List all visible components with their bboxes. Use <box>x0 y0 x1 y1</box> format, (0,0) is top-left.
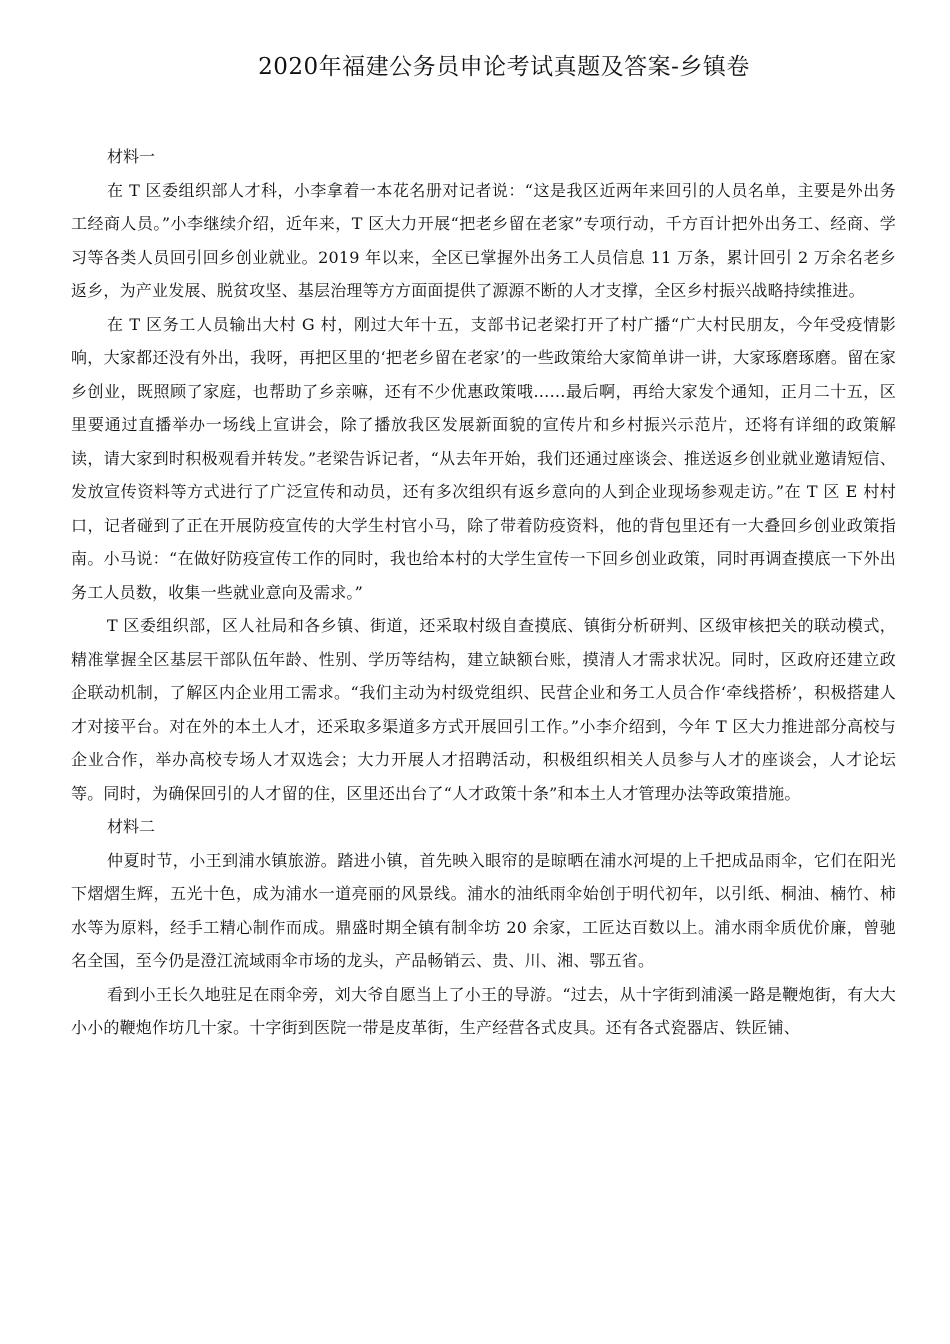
paragraph: 仲夏时节，小王到浦水镇旅游。踏进小镇，首先映入眼帘的是晾晒在浦水河堤的上千把成品雨伞，它们在阳光下熠熠生辉，五光十色，成为浦水一道亮丽的风景线。浦水的油纸雨伞始创于明代初年，以引纸、桐油、楠竹、柿水等为原料，经手工精心制作而成。鼎盛时期全镇有制伞坊 20 余家，工匠达百数以上。浦水雨伞质优价廉，曾驰名全国，至今仍是澄江流域雨伞市场的龙头，产品畅销云、贵、川、湘、鄂五省。 <box>71 850 896 970</box>
document-body <box>71 140 896 1045</box>
paragraph: 看到小王长久地驻足在雨伞旁，刘大爷自愿当上了小王的导游。“过去，从十字街到浦溪一路是鞭炮街，有大大小小的鞭炮作坊几十家。十字街到医院一带是皮革街，生产经营各式皮具。还有各式瓷器店、铁匠铺、 <box>71 984 896 1037</box>
section-heading-material-1: 材料一 <box>107 147 156 166</box>
paragraph: T 区委组织部，区人社局和各乡镇、街道，还采取村级自查摸底、镇街分析研判、区级审核把关的联动模式，精准掌握全区基层干部队伍年龄、性别、学历等结构，建立缺额台账，摸清人才需求状况。同时，区政府还建立政企联动机制，了解区内企业用工需求。“我们主动为村级党组织、民营企业和务工人员合作‘牵线搭桥’，积极搭建人才对接平台。对在外的本土人才，还采取多渠道多方式开展回引工作。”小李介绍到，今年 T 区大力推进部分高校与企业合作，举办高校专场人才双选会；大力开展人才招聘活动，积极组织相关人员参与人才的座谈会，人才论坛等。同时，为确保回引的人才留的住，区里还出台了“人才政策十条”和本土人才管理办法等政策措施。 <box>71 616 896 803</box>
paragraph: 在 T 区委组织部人才科，小李拿着一本花名册对记者说：“这是我区近两年来回引的人员名单，主要是外出务工经商人员。”小李继续介绍，近年来，T 区大力开展“把老乡留在老家”专项行动，千方百计把外出务工、经商、学习等各类人员回引回乡创业就业。2019 年以来，全区已掌握外出务工人员信息 11 万条，累计回引 2 万余名老乡返乡，为产业发展、脱贫攻坚、基层治理等方方面面提供了源源不断的人才支撑，全区乡村振兴战略持续推进。 <box>71 180 896 300</box>
document-title: 2020年福建公务员申论考试真题及答案-乡镇卷 <box>258 54 750 80</box>
section-heading-material-2: 材料二 <box>107 817 156 836</box>
paragraph: 在 T 区务工人员输出大村 G 村，刚过大年十五，支部书记老梁打开了村广播“广大村民朋友，今年受疫情影响，大家都还没有外出，我呀，再把区里的‘把老乡留在老家’的一些政策给大家简单讲一讲，大家琢磨琢磨。留在家乡创业，既照顾了家庭，也帮助了乡亲嘛，还有不少优惠政策哦……最后啊，再给大家发个通知，正月二十五，区里要通过直播举办一场线上宣讲会，除了播放我区发展新面貌的宣传片和乡村振兴示范片，还将有详细的政策解读，请大家到时积极观看并转发。”老梁告诉记者，“从去年开始，我们还通过座谈会、推送返乡创业就业邀请短信、发放宣传资料等方式进行了广泛宣传和动员，还有多次组织有返乡意向的人到企业现场参观走访。”在 T 区 E 村村口，记者碰到了正在开展防疫宣传的大学生村官小马，除了带着防疫资料，他的背包里还有一大叠回乡创业政策指南。小马说：“在做好防疫宣传工作的同时，我也给本村的大学生宣传一下回乡创业政策，同时再调查摸底一下外出务工人员数，收集一些就业意向及需求。” <box>71 314 896 602</box>
